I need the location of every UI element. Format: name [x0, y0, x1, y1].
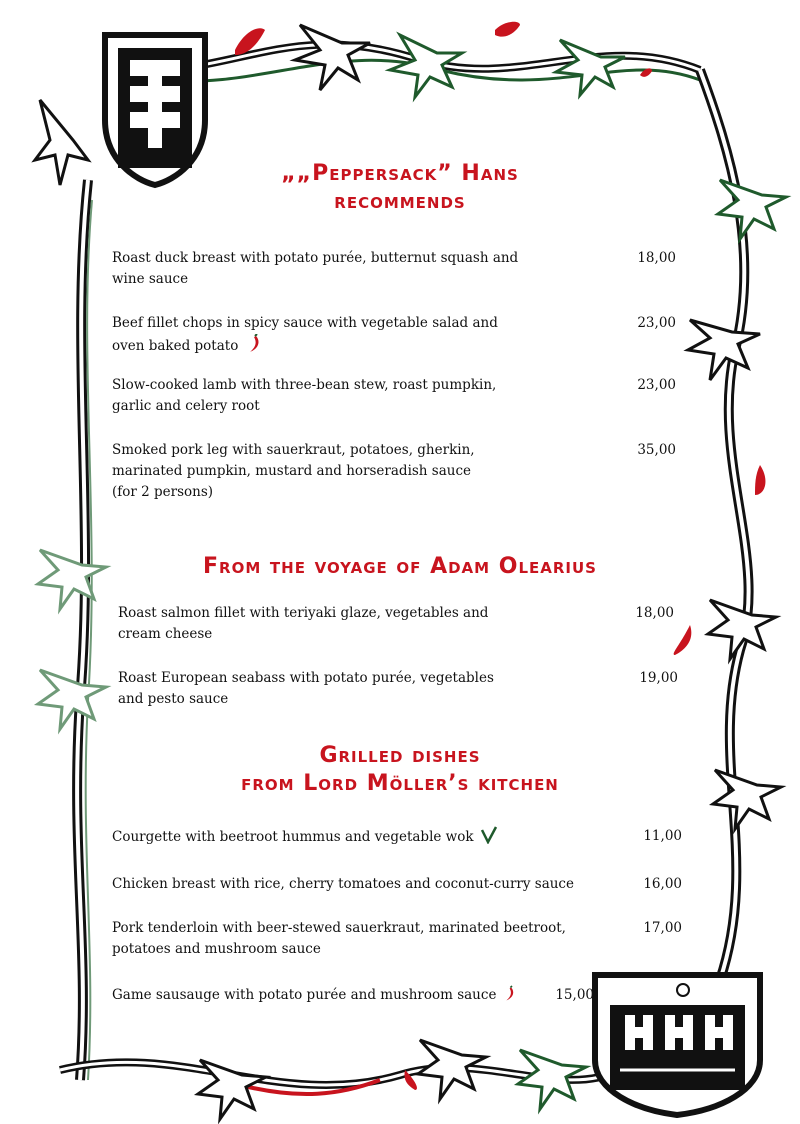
section-title-line: „„Peppersack” Hans [281, 161, 519, 186]
menu-item [118, 668, 680, 710]
dish-price: 11,00 [643, 828, 682, 844]
dish-price: 17,00 [643, 920, 682, 936]
menu-item [112, 375, 680, 417]
section-title-recommends [0, 160, 800, 216]
dish-description: Roast duck breast with potato purée, butternut squash and [112, 250, 519, 266]
dish-price: 15,00 [555, 987, 594, 1003]
dish-description: Slow-cooked lamb with three-bean stew, roast pumpkin, [112, 377, 497, 393]
dish-description: Courgette with beetroot hummus and vegetable wok [112, 829, 474, 845]
dish-description: oven baked potato [112, 338, 239, 354]
dish-description: Roast European seabass with potato purée, vegetables [118, 670, 494, 686]
dish-description: Roast salmon fillet with teriyaki glaze, vegetables and [118, 605, 489, 621]
section-title-grilled [0, 742, 800, 798]
dish-price: 16,00 [643, 876, 682, 892]
dish-description: Pork tenderloin with beer-stewed sauerkraut, marinated beetroot, [112, 920, 566, 936]
menu-item [112, 985, 596, 1009]
dish-description: potatoes and mushroom sauce [112, 941, 321, 957]
dish-description: Beef fillet chops in spicy sauce with vegetable salad and [112, 315, 498, 331]
section-title-line: Grilled dishes [319, 743, 481, 768]
dish-price: 19,00 [639, 670, 678, 686]
menu-item [112, 440, 680, 503]
dish-price: 35,00 [637, 442, 676, 458]
dish-description: garlic and celery root [112, 398, 260, 414]
chili-pepper-icon [500, 985, 516, 1010]
chili-pepper-icon [242, 334, 262, 361]
menu-item [112, 826, 682, 850]
vegetarian-icon [480, 826, 498, 851]
dish-price: 18,00 [635, 605, 674, 621]
bottom-right-shield [595, 975, 760, 1115]
dish-description: Smoked pork leg with sauerkraut, potatoes, gherkin, [112, 442, 475, 458]
section-title-line: recommends [334, 189, 466, 214]
dish-description: Game sausauge with potato purée and mushroom sauce [112, 987, 497, 1003]
menu-item [118, 603, 680, 645]
dish-description: cream cheese [118, 626, 213, 642]
dish-description: (for 2 persons) [112, 484, 214, 500]
dish-description: wine sauce [112, 271, 189, 287]
menu-item [112, 248, 680, 290]
section-title-line: from Lord Möller’s kitchen [241, 771, 559, 796]
dish-price: 18,00 [637, 250, 676, 266]
menu-item [112, 313, 680, 355]
dish-price: 23,00 [637, 377, 676, 393]
menu-item [112, 918, 682, 960]
section-title-line: From the voyage of Adam Olearius [203, 554, 597, 579]
dish-description: Chicken breast with rice, cherry tomatoes and coconut-curry sauce [112, 876, 574, 892]
menu-item [112, 874, 682, 898]
dish-description: and pesto sauce [118, 691, 229, 707]
dish-price: 23,00 [637, 315, 676, 331]
section-title-olearius [0, 553, 800, 581]
dish-description: marinated pumpkin, mustard and horseradish sauce [112, 463, 472, 479]
